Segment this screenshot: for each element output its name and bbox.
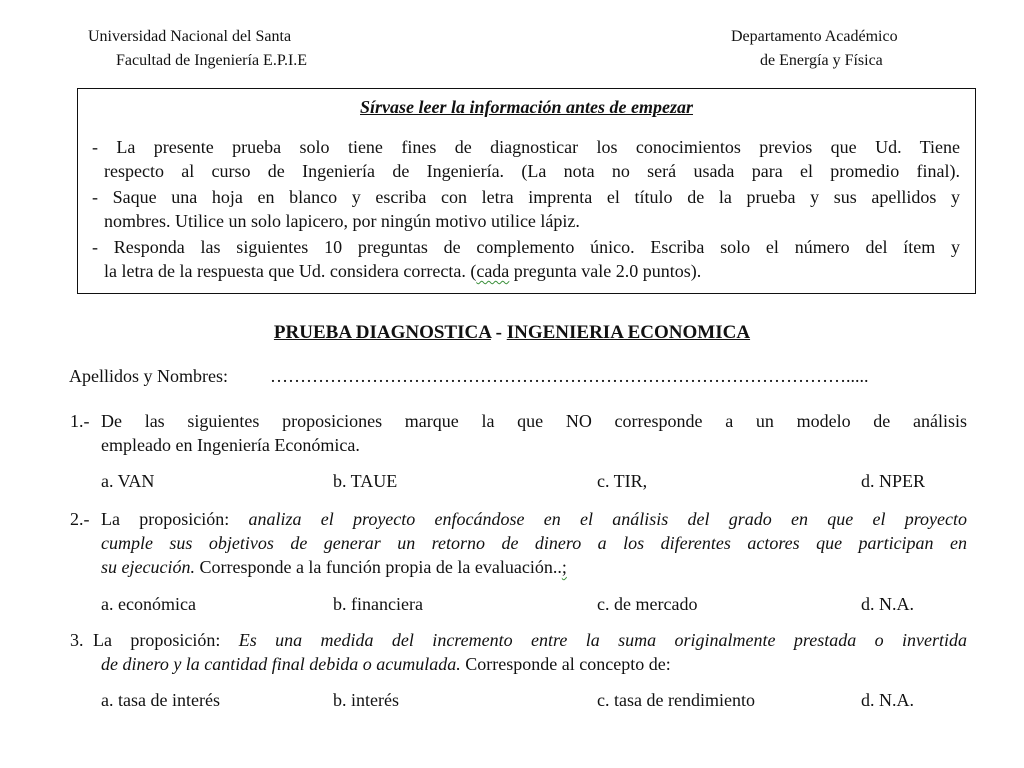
option-c[interactable]: c. tasa de rendimiento [597,690,755,710]
question-lead: La proposición: [93,630,239,650]
instruction-line: nombres. Utilice un solo lapicero, por ningún motivo utilice lápiz. [104,211,580,231]
university-name: Universidad Nacional del Santa [88,28,292,45]
instruction-line: - Responda las siguientes 10 preguntas de complemento único. Escriba solo el número del ítem y [92,237,960,257]
instructions-title: Sírvase leer la información antes de empezar [360,97,693,117]
question-text [101,531,967,555]
department-area: de Energía y Física [760,52,883,69]
instruction-line-text: la letra de la respuesta que Ud. considera correcta. ( [104,261,477,281]
option-a[interactable]: a. VAN [101,471,155,491]
question-quote: Es una medida del incremento entre la suma originalmente prestada o invertida [238,630,967,650]
option-c[interactable]: c. de mercado [597,594,698,614]
question-text [101,652,967,676]
faculty-name: Facultad de Ingeniería E.P.I.E [116,52,308,69]
option-c[interactable]: c. TIR, [597,471,648,491]
instruction-line: - Saque una hoja en blanco y escriba con letra imprenta el título de la prueba y sus apellidos y [92,187,960,207]
question-number: 3. [70,630,84,650]
department-name: Departamento Académico [731,28,898,45]
exam-title-part2: INGENIERIA ECONOMICA [506,322,751,343]
spellcheck-underline-word: cada [476,261,510,281]
question-quote: analiza el proyecto enfocándose en el análisis del grado en que el proyecto [248,509,967,529]
option-b[interactable]: b. TAUE [333,471,398,491]
question-tail: Corresponde al concepto de: [460,654,671,674]
exam-title [0,322,1024,344]
question-quote: cumple sus objetivos de generar un retorno de dinero a los diferentes actores que participan en [101,533,967,553]
option-d[interactable]: d. N.A. [861,690,914,710]
option-d[interactable]: d. NPER [861,471,926,491]
option-d[interactable]: d. N.A. [861,594,914,614]
question-number: 2.- [70,509,90,529]
question-lead: La proposición: [101,509,249,529]
option-b[interactable]: b. interés [333,690,399,710]
option-a[interactable]: a. tasa de interés [101,690,220,710]
instructions-box [77,88,976,294]
name-fill-line[interactable]: ……………………………………………………………………………………..... [270,366,869,386]
instruction-line-last [104,259,960,283]
exam-title-part1: PRUEBA DIAGNOSTICA [273,322,491,343]
instruction-line: - La presente prueba solo tiene fines de diagnosticar los conocimientos previos que Ud. Tiene [92,137,960,157]
question-text [101,507,967,531]
question-text [93,628,967,652]
question-quote: de dinero y la cantidad final debida o acumulada. [101,654,461,674]
name-label: Apellidos y Nombres: [69,366,228,386]
exam-title-separator: - [490,322,507,343]
spellcheck-underline-mark: ; [561,557,567,577]
question-text: De las siguientes proposiciones marque la que NO corresponde a un modelo de análisis [101,411,967,431]
question-text: empleado en Ingeniería Económica. [101,435,360,455]
instruction-line: respecto al curso de Ingeniería de Ingeniería. (La nota no será usada para el promedio final). [104,161,960,181]
option-b[interactable]: b. financiera [333,594,423,614]
question-number: 1.- [70,411,90,431]
option-a[interactable]: a. económica [101,594,196,614]
instruction-line-tail: pregunta vale 2.0 puntos). [509,261,702,281]
question-text [101,555,967,579]
question-quote: su ejecución. [101,557,195,577]
question-tail: Corresponde a la función propia de la evaluación.. [194,557,562,577]
